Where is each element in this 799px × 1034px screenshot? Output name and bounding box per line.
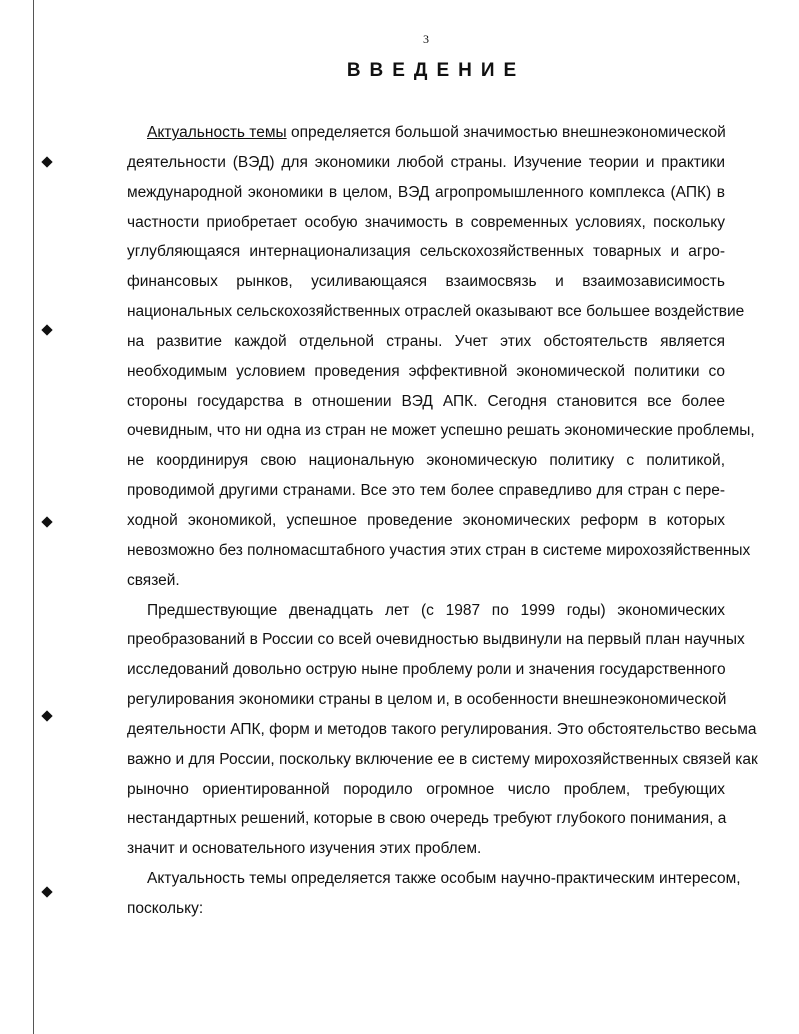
text-segment: не координируя свою национальную экономическую политику с политикой, — [127, 452, 725, 470]
text-line — [127, 506, 725, 536]
text-line — [127, 566, 725, 596]
paragraph — [127, 596, 758, 865]
text-segment: стороны государства в отношении ВЭД АПК. Сегодня становится все более — [127, 392, 725, 410]
text-line — [127, 894, 725, 924]
text-line — [127, 267, 725, 297]
text-segment: Актуальность темы определяется также особым научно-практическим интересом, — [147, 870, 741, 888]
text-segment: частности приобретает особую значимость в современных условиях, поскольку — [127, 213, 725, 231]
text-segment: национальных сельскохозяйственных отраслей оказывают все большее воздействие — [127, 303, 745, 321]
margin-bullet-mark — [41, 710, 52, 721]
margin-bullet-mark — [41, 156, 52, 167]
text-segment: регулирования экономики страны в целом и, в особенности внешнеэкономической — [127, 691, 727, 709]
text-segment: деятельности АПК, форм и методов такого регулирования. Это обстоятельство весьма — [127, 720, 757, 738]
margin-bullet-mark — [41, 324, 52, 335]
text-line — [127, 416, 755, 446]
body-text — [127, 118, 758, 924]
text-line — [127, 596, 725, 626]
text-line — [127, 327, 725, 357]
underlined-term: Актуальность темы — [147, 124, 287, 141]
text-segment: Предшествующие двенадцать лет (с 1987 по 1999 годы) экономических — [147, 601, 725, 619]
paragraph — [127, 118, 755, 596]
text-line — [127, 715, 757, 745]
text-segment: на развитие каждой отдельной страны. Учет этих обстоятельств является — [127, 332, 725, 350]
text-segment: рыночно ориентированной породило огромное число проблем, требующих — [127, 780, 725, 798]
text-segment: деятельности (ВЭД) для экономики любой страны. Изучение теории и практики — [127, 153, 725, 171]
text-segment: проводимой другими странами. Все это тем более справедливо для стран с пере- — [127, 482, 725, 500]
text-line — [127, 237, 725, 267]
text-segment: исследований довольно острую ныне проблему роли и значения государственного — [127, 661, 726, 679]
text-segment: преобразований в России со всей очевидностью выдвинули на первый план научных — [127, 631, 745, 649]
paragraph — [127, 864, 741, 924]
text-line — [127, 446, 725, 476]
text-segment: нестандартных решений, которые в свою очередь требуют глубокого понимания, а — [127, 810, 727, 828]
text-segment: ходной экономикой, успешное проведение экономических реформ в которых — [127, 511, 725, 529]
text-line — [127, 118, 725, 148]
text-line — [127, 297, 745, 327]
text-segment: значит и основательного изучения этих проблем. — [127, 840, 482, 858]
text-line — [127, 178, 725, 208]
margin-bullet-mark — [41, 886, 52, 897]
page-title: ВВЕДЕНИЕ — [346, 60, 526, 81]
text-line — [127, 745, 758, 775]
text-segment: определяется большой значимостью внешнеэкономической — [286, 124, 726, 141]
text-segment: необходимым условием проведения эффективной экономической политики со — [127, 362, 725, 380]
text-line — [127, 775, 725, 805]
text-line — [127, 655, 725, 685]
page-left-edge-rule — [33, 0, 34, 1034]
text-line — [127, 864, 741, 894]
margin-bullet-mark — [41, 516, 52, 527]
text-line — [127, 685, 725, 715]
text-segment: поскольку: — [127, 899, 204, 917]
text-line — [127, 804, 725, 834]
text-line — [127, 208, 725, 238]
text-line — [127, 387, 725, 417]
text-line — [127, 357, 725, 387]
text-segment: международной экономики в целом, ВЭД агропромышленного комплекса (АПК) в — [127, 183, 725, 201]
text-segment: финансовых рынков, усиливающаяся взаимосвязь и взаимозависимость — [127, 273, 725, 291]
page-number: 3 — [423, 32, 429, 46]
text-line — [127, 625, 745, 655]
text-line — [127, 536, 751, 566]
text-segment: очевидным, что ни одна из стран не может успешно решать экономические проблемы, — [127, 422, 755, 440]
text-segment: важно и для России, поскольку включение ее в систему мирохозяйственных связей как — [127, 750, 758, 768]
text-segment: невозможно без полномасштабного участия этих стран в системе мирохозяйственных — [127, 541, 751, 559]
text-line — [127, 148, 725, 178]
text-line — [127, 476, 725, 506]
text-line — [127, 834, 725, 864]
text-segment: связей. — [127, 571, 180, 589]
text-segment: углубляющаяся интернационализация сельскохозяйственных товарных и агро- — [127, 243, 725, 261]
